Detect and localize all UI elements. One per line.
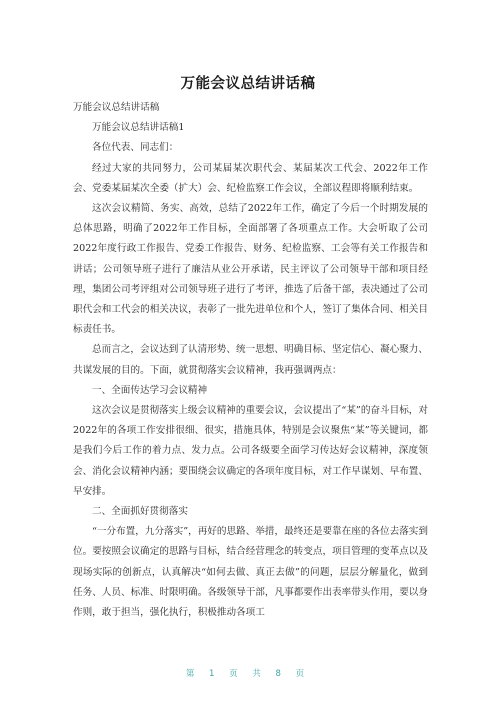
section-heading-1: 一、全面传达学习会议精神 [92, 384, 208, 396]
page-footer: 第 1 页 共 8 页 [185, 669, 311, 679]
paragraph-salutation: 各位代表、同志们： [92, 142, 179, 154]
paragraph-section-2: “一分布置，九分落实”，再好的思路、举措，最终还是要靠在座的各位去落实到位。要按照会议确定的思路与目标，结合经营理念的转变点，项目管理的变革点以及现场实际的创新点，认真解决“如何去做、真正去做”的问题，层层分解量化，做到任务、人员、标准、时限明确。各级领导干部，凡事都要作出表率带头作用，要以身作则，敢于担当，强化执行，积极推动各项工 [73, 526, 428, 619]
paragraph-summary: 这次会议精简、务实、高效，总结了2022年工作，确定了今后一个时期发展的总体思路，明确了2022年工作目标，全面部署了各项重点工作。大会听取了公司2022年度行政工作报告、党委工作报告、财务、纪检监察、工会等有关工作报告和讲话；公司领导班子进行了廉洁从业公开承诺，民主评议了公司领导干部和项目经理，集团公司考评组对公司领导班子进行了考评，推选了后备干部，表决通过了公司职代会和工代会的相关决议，表彰了一批先进单位和个人，签订了集体合同、相关目标责任书。 [73, 203, 428, 336]
paragraph-section-1: 这次会议是贯彻落实上级会议精神的重要会议，会议提出了“某”的奋斗目标，对2022年的各项工作安排很细、很实，措施具体，特别是会议聚焦“某”等关键词，都是我们今后工作的着力点、发力点。公司各级要全面学习传达好会议精神，深度领会、消化会议精神内涵；要围绕会议确定的各项年度目标，对工作早谋划、早布置、早安排。 [73, 405, 428, 497]
section-heading-2: 二、全面抓好贯彻落实 [92, 506, 188, 518]
paragraph-heading: 万能会议总结讲话稿 [73, 102, 160, 113]
paragraph-subtitle: 万能会议总结讲话稿1 [92, 122, 185, 134]
paragraph-conclusion: 总而言之，会议达到了认清形势、统一思想、明确目标、坚定信心、凝心聚力、共谋发展的目的。下面，就贯彻落实会议精神，我再强调两点： [73, 344, 428, 376]
paragraph-opening: 经过大家的共同努力，公司某届某次职代会、某届某次工代会、2022年工作会、党委某届某次全委（扩大）会、纪检监察工作会议，全部议程即将顺利结束。 [73, 162, 428, 194]
document-title: 万能会议总结讲话稿 [180, 75, 316, 92]
document-body [73, 98, 428, 623]
